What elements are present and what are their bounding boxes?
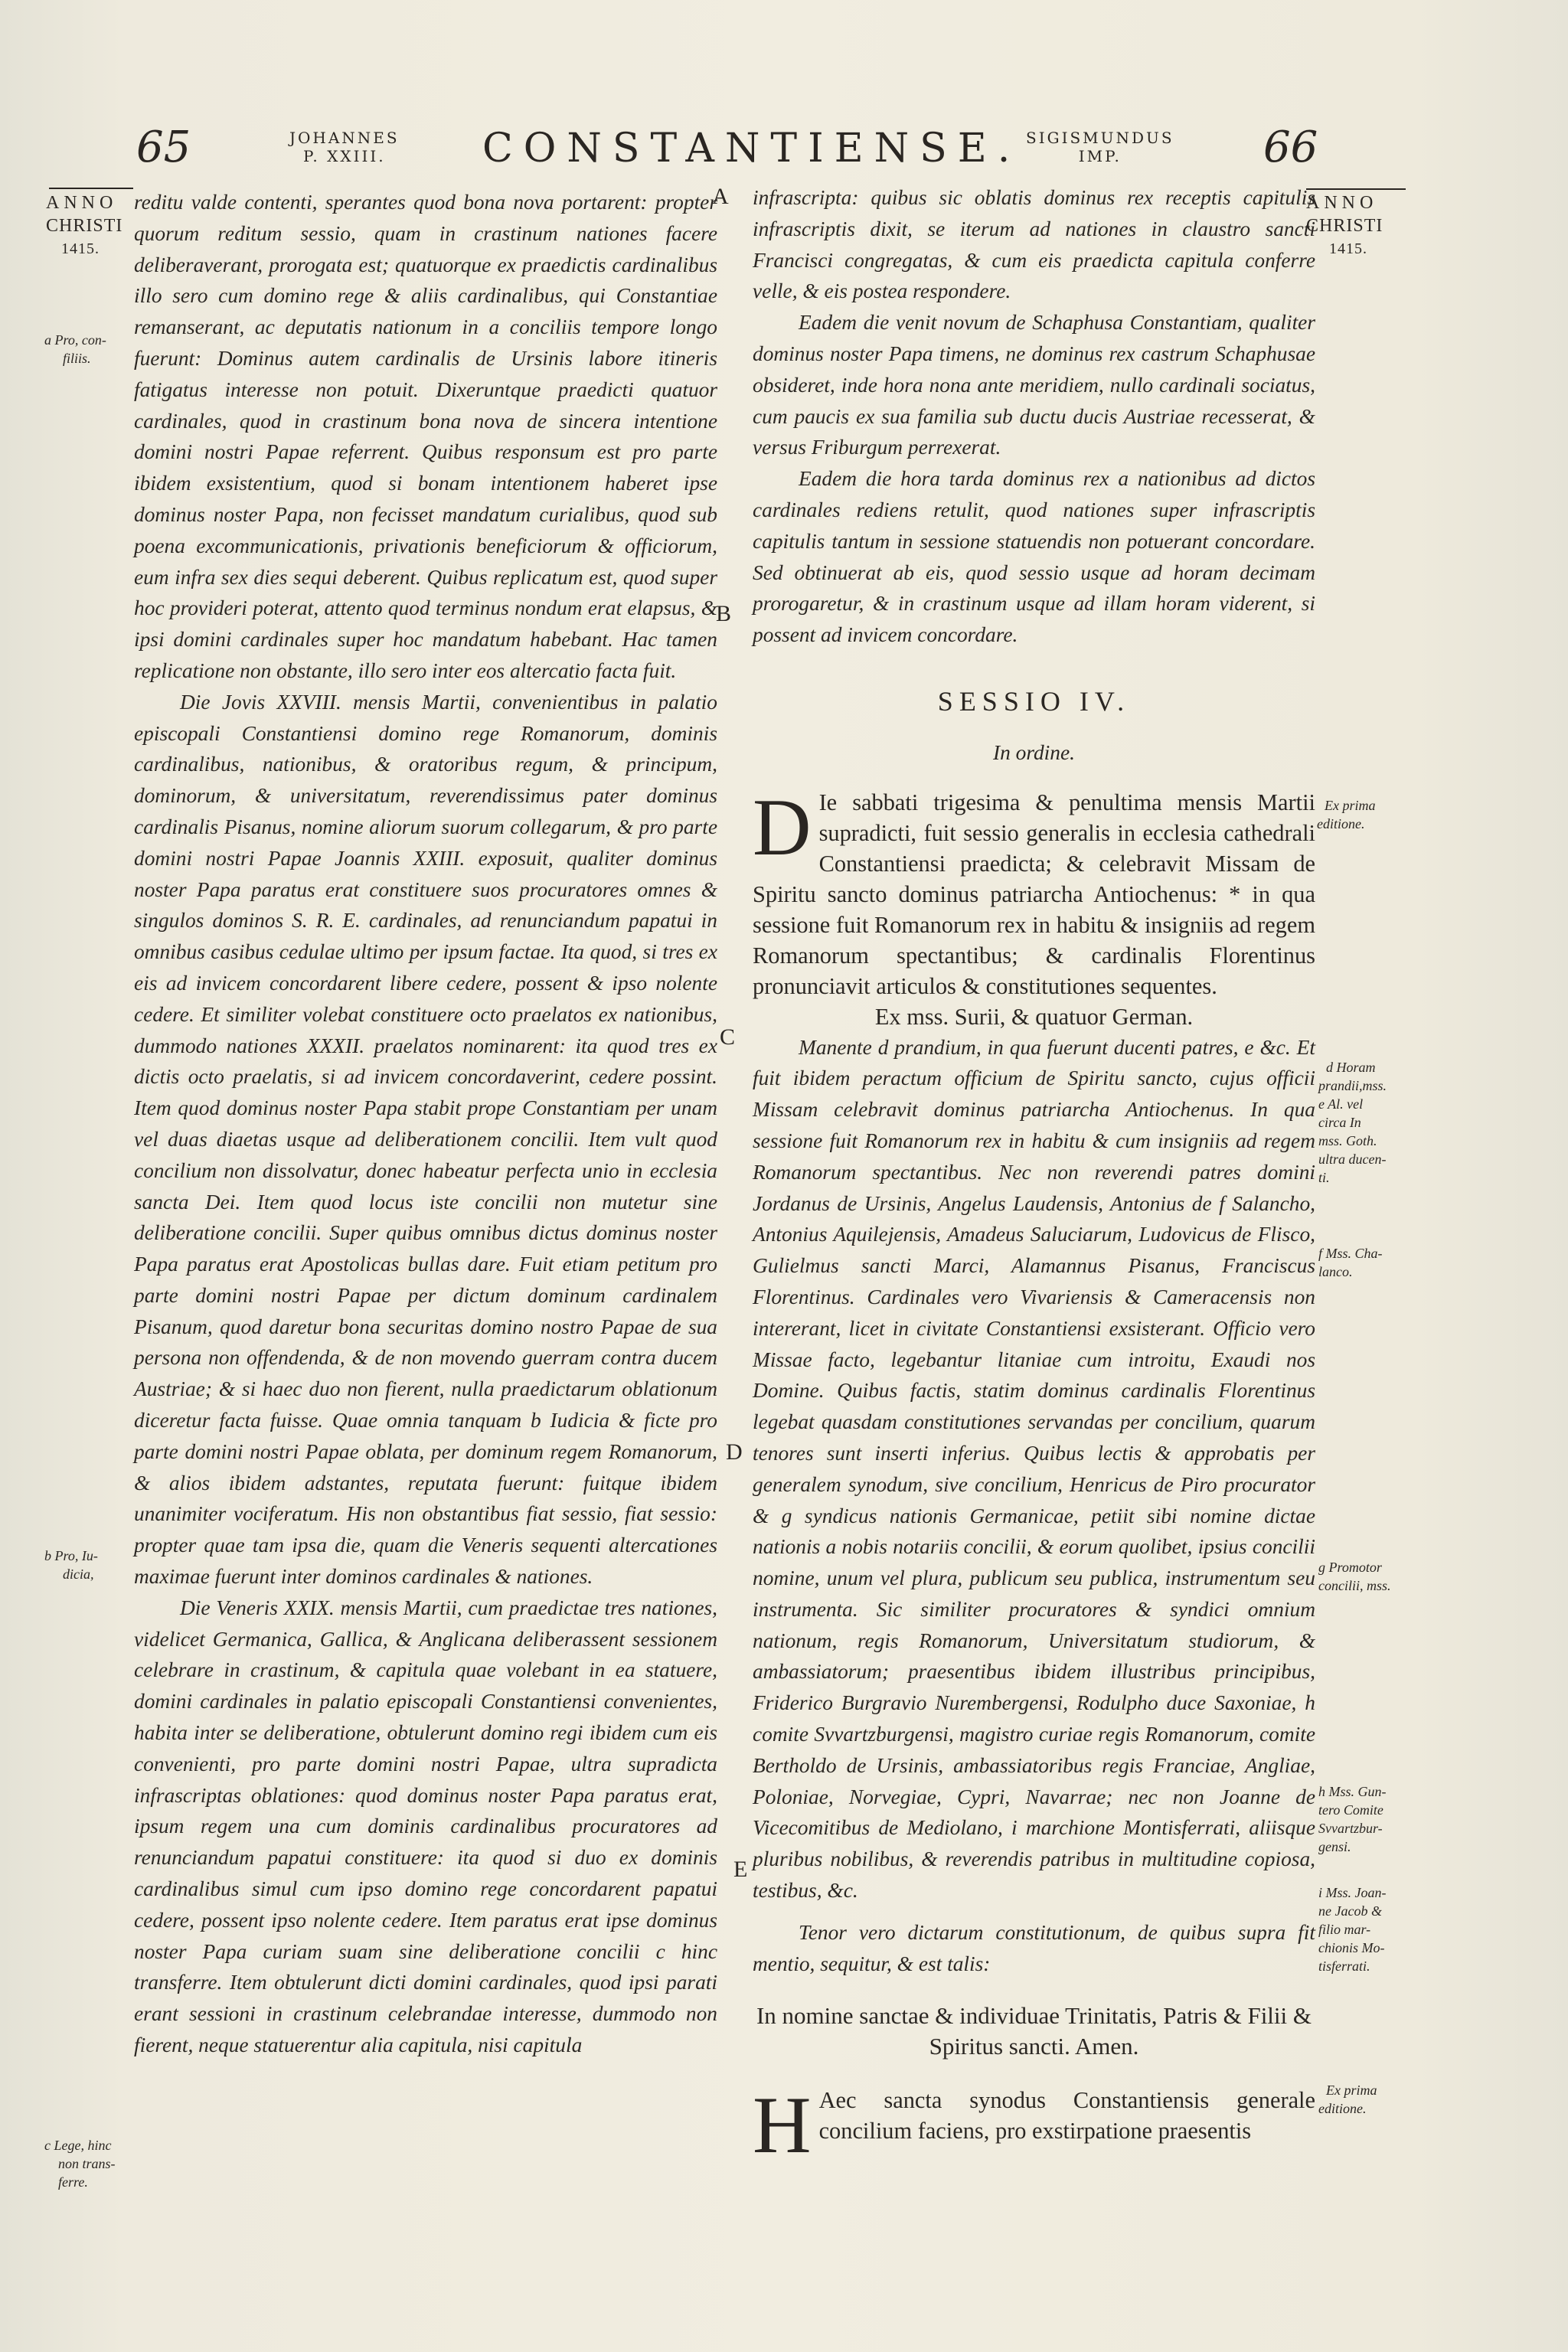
running-head-left xyxy=(289,129,400,165)
margin-note-f-line2: lanco. xyxy=(1318,1264,1353,1279)
margin-note-exprima-2-line1: Ex prima xyxy=(1326,2082,1377,2098)
margin-note-h-line2: tero Comite xyxy=(1318,1802,1383,1818)
dropcap-d: D xyxy=(753,782,812,872)
dropcap-h: H xyxy=(753,2080,812,2171)
running-head-right xyxy=(1026,129,1174,165)
right-paragraph-1: infrascripta: quibus sic oblatis dominus rex receptis capitulis infrascriptis dixit, se iterum ad nationes in claustro sancti Francisci congregatas, & cum eis praedicta capitula conferre velle, & eis postea respondere. xyxy=(753,186,1315,303)
right-column xyxy=(753,182,1315,2171)
margin-note-d-line4: circa In xyxy=(1318,1115,1361,1130)
margin-note-d-line3: e Al. vel xyxy=(1318,1096,1364,1112)
margin-note-i-line2: ne Jacob & xyxy=(1318,1903,1382,1919)
left-column xyxy=(134,187,717,2061)
right-paragraph-3: Eadem die hora tarda dominus rex a nationibus ad dictos cardinales rediens retulit, quod nationes super infrascriptis capitulis tantum in sessione statuendis non potuerant concordare. Sed obtinuerat ab eis, quod sessio usque ad horam decimam prorogaretur, & in crastinum usque ad illam horam viderent, si possent ad invicem concordare. xyxy=(753,467,1315,647)
margin-note-exprima-1-line2: editione. xyxy=(1317,816,1365,831)
left-paragraph-1: reditu valde contenti, sperantes quod bona nova portarent: propter quorum reditum sessio, quam in crastinum nationes facere deliberaverant, prorogata est; quatuorque ex praedictis cardinalibus illo sero cum domino rege & aliis cardinalibus, qui Constantiae remanserant, ac deputatis nationum in a conciliis tempore longo fuerunt: Dominus autem cardinalis de Ursinis labore itineris fatigatus interesse non potuit. Dixeruntque praedicti quatuor cardinales, quod in crastinum bona nova de sincera intentione domini nostri Papae referrent. Quibus responsum est pro parte ibidem exsistentium, quod si bonam intentionem haberet ipse dominus noster Papa, non fecisset mandatum curialibus, quod sub poena excommunicationis, privationis beneficiorum & officiorum, eum infra sex dies sequi deberent. Quibus replicatum est, quod super hoc provideri poterat, attento quod terminus nondum erat elapsus, & ipsi domini cardinales super hoc mandatum habebant. Hac tamen replicatione non obstante, illo sero inter eos altercatio facta fuit. xyxy=(134,191,717,682)
margin-note-a xyxy=(44,331,106,368)
margin-note-h-line4: gensi. xyxy=(1318,1839,1351,1854)
margin-note-g xyxy=(1318,1558,1391,1595)
margin-note-exprima-2-line2: editione. xyxy=(1318,2101,1367,2116)
margin-note-i-line5: tisferrati. xyxy=(1318,1958,1370,1974)
margin-note-i-line3: filio mar- xyxy=(1318,1922,1371,1937)
anno-right-word: ANNO xyxy=(1306,193,1378,213)
margin-note-c-line1: c Lege, hinc xyxy=(44,2138,112,2153)
margin-note-c xyxy=(44,2136,116,2191)
page-number-left: 65 xyxy=(136,122,191,172)
decree-opening xyxy=(753,2080,1315,2171)
left-paragraph-3: Die Veneris XXIX. mensis Martii, cum praedictae tres nationes, videlicet Germanica, Gallica, & Anglicana deliberassent sessionem celebrare in crastinum, & capitula quae volebant in ea statuere, domini cardinales in palatio episcopali Constantiensi convenientes, habita inter se deliberatione, obtulerunt domino regi ibidem cum eis convenienti, pro parte domini nostri Papae, ultra supradicta infrascriptas oblationes: quod dominus noster Papa paratus erat, ipsum regem una cum dominis cardinalibus procuratores ad renunciandum papatui constituere: ita quod si duo ex dominis cardinalibus simul cum ipso domino rege concordarent papatui cedere, possent ipso nolente cedere. Item paratus erat ipse dominus noster Papa curiam suam sine deliberatione concilii c hinc transferre. Item obtulerunt dicti domini cardinales, quod ipsi parati erant sessioni in crastinum celebrandae interesse, dummodo non fierent, neque statuerentur alia capitula, nisi capitula xyxy=(134,1596,717,2057)
margin-note-g-line1: g Promotor xyxy=(1318,1560,1382,1575)
rule-right xyxy=(1306,188,1406,190)
anno-right-christi: CHRISTI xyxy=(1306,216,1383,236)
running-head-right-name: SIGISMUNDUS xyxy=(1026,129,1174,147)
margin-note-d-line1: d Horam xyxy=(1326,1060,1376,1075)
right-paragraph-5: Tenor vero dictarum constitutionum, de quibus supra fit mentio, sequitur, & est talis: xyxy=(753,1920,1315,1975)
margin-note-b-line1: b Pro, Iu- xyxy=(44,1548,98,1563)
margin-note-d-line7: ti. xyxy=(1318,1170,1330,1185)
session-opening xyxy=(753,782,1315,1001)
margin-note-d xyxy=(1318,1058,1387,1187)
page-title: CONSTANTIENSE. xyxy=(482,126,1021,172)
margin-note-c-line3: ferre. xyxy=(58,2174,88,2190)
section-letter-c: C xyxy=(720,1024,736,1050)
right-paragraph-2: Eadem die venit novum de Schaphusa Constantiam, qualiter dominus noster Papa timens, ne dominus rex castrum Schaphusae obsideret, inde hora nona ante meridiem, nullo cardinali sociatus, cum paucis ex sua familia sub ductu ducis Austriae recesserat, & versus Friburgum perrexerat. xyxy=(753,311,1315,459)
margin-note-i-line4: chionis Mo- xyxy=(1318,1940,1385,1955)
page-header xyxy=(0,115,1568,184)
margin-note-exprima-1 xyxy=(1317,796,1376,833)
margin-note-b xyxy=(44,1547,98,1583)
section-letter-b: B xyxy=(716,601,732,626)
left-paragraph-2: Die Jovis XXVIII. mensis Martii, convenientibus in palatio episcopali Constantiensi domino rege Romanorum, dominis cardinalibus, nationibus, & oratoribus regum, & principum, dominorum, & universitatum, reverendissimus pater dominus cardinalis Pisanus, nomine aliorum suorum collegarum, & pro parte domini nostri Papae Joannis XXIII. exposuit, qualiter dominus noster Papa paratus erat constituere suos procuratores omnes & singulos dominos S. R. E. cardinales, ad renunciandum papatui in omnibus casibus cedulae ultimo per ipsum factae. Ita quod, si tres ex eis ad invicem concordarent libere cedere, possent & ipso nolente cedere. Et similiter volebat constituere octo praelatos ex nationibus, dummodo nationes XXXII. praelatos nominarent: ita quod tres ex dictis octo praelatis, si ad invicem concordaverint, cedere possint. Item quod dominus noster Papa stabit prope Constantiam per unam vel duas diaetas usque ad deliberationem concilii. Item vult quod concilium non dissolvatur, donec habeatur perfecta unio in ecclesia sancta Dei. Item quod locus iste concilii non mutetur sine deliberatione concilii. Super quibus omnibus dictus dominus noster Papa paratus erat Apostolicas bullas dare. Fuit etiam petitum pro parte domini nostri Papae per dictum dominum cardinalem Pisanum, quod daretur bona securitas domino nostro Papae de sua persona non offendenda, & de non movendo guerram contra ducem Austriae; & si haec duo non fierent, nulla praedictarum oblationum diceretur facta fuisse. Quae omnia tanquam b Iudicia & ficte pro parte domini nostri Papae oblata, per dominum regem Romanorum, & alios ibidem adstantes, reputata fuerunt: fuitque ibidem unanimiter vociferatum. His non obstantibus fiat sessio, fiat sessio: propter quae tam ipsa die, quam die Veneris sequenti altercationes maximae fuerunt inter dominos cardinales & nationes. xyxy=(134,690,717,1589)
margin-note-i xyxy=(1318,1883,1387,1975)
running-head-right-title: IMP. xyxy=(1078,147,1122,165)
section-letter-d: D xyxy=(726,1439,743,1465)
margin-note-exprima-1-line1: Ex prima xyxy=(1325,798,1376,813)
margin-note-c-line2: non trans- xyxy=(58,2156,116,2171)
margin-note-f-line1: f Mss. Cha- xyxy=(1318,1246,1383,1261)
margin-note-i-line1: i Mss. Joan- xyxy=(1318,1885,1387,1900)
anno-left-word: ANNO xyxy=(46,193,118,213)
margin-note-d-line6: ultra ducen- xyxy=(1318,1152,1387,1167)
anno-left-year: 1415. xyxy=(61,240,100,257)
session-heading: SESSIO IV. xyxy=(937,685,1131,717)
margin-note-b-line2: dicia, xyxy=(63,1566,94,1582)
margin-note-d-line2: prandii,mss. xyxy=(1318,1078,1387,1093)
section-letter-a: A xyxy=(712,184,729,209)
section-letter-e: E xyxy=(733,1857,748,1882)
margin-note-h xyxy=(1318,1782,1387,1856)
margin-note-g-line2: concilii, mss. xyxy=(1318,1578,1391,1593)
anno-left xyxy=(46,191,122,260)
margin-note-h-line1: h Mss. Gun- xyxy=(1318,1784,1387,1799)
right-paragraph-4: Manente d prandium, in qua fuerunt ducenti patres, e &c. Et fuit ibidem peractum officium de Spiritu sancto, cujus officii Missam celebravit dominus patriarcha Antiochenus. In qua sessione fuit Romanorum rex in habitu & cum insigniis ad regem Romanorum spectantibus. Nec non reverendi patres domini Jordanus de Ursinis, Angelus Laudensis, Antonius de f Salancho, Antonius Aquilejensis, Amadeus Saluciarum, Ludovicus de Flisco, Gulielmus sancti Marci, Alamannus Pisanus, Franciscus Florentinus. Cardinales vero Vivariensis & Cameracensis non intererant, licet in civitate Constantiensi exsisterant. Officio vero Missae facto, legebantur litaniae cum introitu, Exaudi nos Domine. Quibus factis, statim dominus cardinalis Florentinus legebat quasdam constitutiones servandas per concilium, quarum tenores sunt inserti inferius. Quibus lectis & approbatis per generalem synodum, sive concilium, Henricus de Piro procurator & g syndicus nationis Germanicae, petiit sibi nomine dictae nationis a nobis notariis concilii, & eorum quolibet, ipsius concilii nomine, unum vel plura, publicum seu publica, instrumentum seu instrumenta. Sic similiter procuratores & syndici omnium nationum, regis Romanorum, Universitatum studiorum, & ambassiatorum; praesentibus ibidem illustribus principibus, Friderico Burgravio Nurembergensi, Rodulpho duce Saxoniae, h comite Svvartzburgensi, magistro curiae regis Romanorum, comite Bertholdo de Ursinis, ambassiatoribus regis Franciae, Angliae, Poloniae, Norvegiae, Cypri, Navarrae; nec non Joanne de Vicecomitibus de Mediolano, i marchione Montisferrati, aliisque pluribus nobilibus, & reverendis patribus in multitudine copiosa, testibus, &c. xyxy=(753,1035,1315,1903)
margin-note-a-line1: a Pro, con- xyxy=(44,332,106,348)
anno-left-christi: CHRISTI xyxy=(46,216,123,236)
session-opening-text: Ie sabbati trigesima & penultima mensis Martii supradicti, fuit sessio generalis in ecclesia cathedrali Constantiensi praedicta; & celebravit Missam de Spiritu sancto dominus patriarcha Antiochenus: * in qua sessione fuit Romanorum rex in habitu & insigniis ad regem Romanorum spectantibus; & cardinalis Florentinus pronunciavit articulos & constitutiones sequentes. xyxy=(753,789,1315,999)
margin-note-d-line5: mss. Goth. xyxy=(1318,1133,1377,1148)
decree-opening-text: Aec sancta synodus Constantiensis generale concilium faciens, pro exstirpatione praesentis xyxy=(818,2087,1315,2145)
rule-left xyxy=(49,188,133,189)
anno-right xyxy=(1306,191,1383,260)
margin-note-exprima-2 xyxy=(1318,2081,1377,2118)
margin-note-f xyxy=(1318,1244,1383,1281)
running-head-left-title: P. XXIII. xyxy=(302,147,386,165)
margin-note-h-line3: Svvartzbur- xyxy=(1318,1821,1383,1836)
margin-note-a-line2: filiis. xyxy=(63,351,91,366)
invocation: In nomine sanctae & individuae Trinitatis, Patris & Filii & Spiritus sancti. Amen. xyxy=(756,2002,1312,2060)
page-number-right: 66 xyxy=(1263,122,1318,172)
running-head-left-name: JOHANNES xyxy=(289,129,400,147)
source-note: Ex mss. Surii, & quatuor German. xyxy=(874,1003,1194,1030)
anno-right-year: 1415. xyxy=(1329,240,1367,257)
in-ordine-label: In ordine. xyxy=(992,740,1075,764)
